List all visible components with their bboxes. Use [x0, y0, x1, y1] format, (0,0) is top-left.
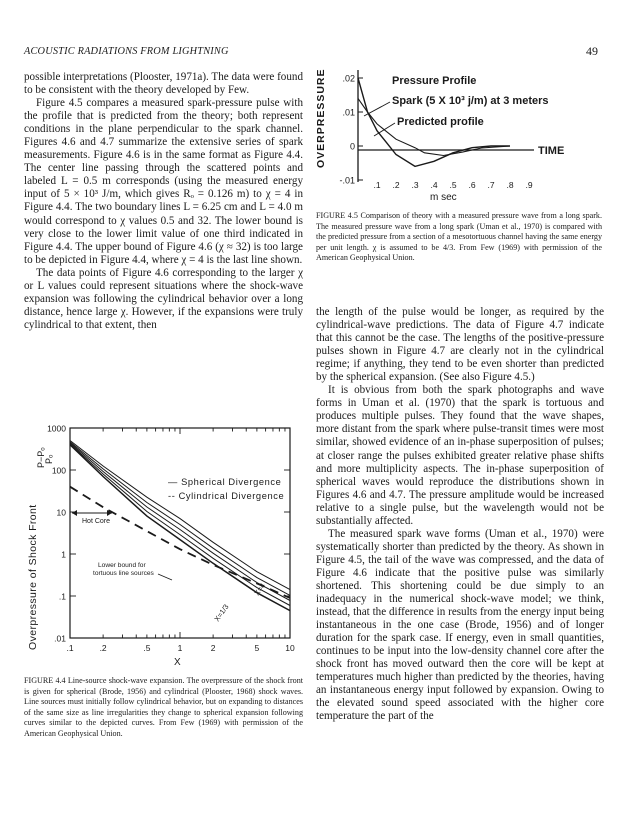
fig45-x-tick-labels	[373, 180, 532, 190]
fig45-legend-predicted: Predicted profile	[397, 116, 484, 128]
running-title: ACOUSTIC RADIATIONS FROM LIGHTNING	[24, 46, 229, 57]
figure-4-5	[316, 64, 606, 204]
fig44-lower-bound-line2: tortuous line sources	[93, 570, 154, 577]
fig44-x-tick-label: 2	[210, 643, 216, 653]
fig44-chi4-label: X=4	[252, 581, 268, 598]
fig45-x-tick-label: .9	[525, 180, 533, 190]
fig44-chi13-label: X=1/3	[212, 602, 231, 624]
fig44-y-label: Overpressure of Shock Front	[27, 504, 39, 650]
fig44-hot-core-label: Hot Core	[82, 518, 111, 525]
fig45-x-tick-label: .1	[373, 180, 381, 190]
figure-4-4-caption: FIGURE 4.4 Line-source shock-wave expansion. The overpressure of the shock front is given for spherical (Brode, 1956) and cylindrical (Plooster, 1968) shock waves. Line sources must initially follow cylindrical behavior, but on expanding to distances of the same size as line irregularities they change to spherical expansion following curves similar to the depicted curves. From Few (1969) with permission of the American Geophysical Union.	[24, 676, 303, 738]
right-paragraph-2: It is obvious from both the spark photographs and wave forms in Uman et al. (1970) that the spark is tortuous and produces multiple pulses. They found that the wave shapes, more distant from the spark where pulse-transit times were most similar, showed evidence of an in-phase superposition of pulses; at closer range the pulses exhibited greater relative phase shifts and more multiplicity aspects. The in-phase superposition of spherical waves would reproduce the distributions shown in Figures 4.6 and 4.7. The pressure amplitude would be increased relative to a single pulse, but the wavelength would not be substantially affected.	[316, 384, 604, 527]
fig44-y-tick-label: 100	[51, 465, 66, 476]
fig44-y-tick-label: .1	[58, 591, 66, 602]
left-text-column	[24, 71, 303, 332]
fig44-y-tick-label: 1	[61, 549, 66, 560]
figure-4-5-caption: FIGURE 4.5 Comparison of theory with a measured pressure wave from a long spark. The measured pressure wave from a long spark (Uman et al., 1970) is compared with the predicted pressure from a section of a mesotortuous channel having the same energy per unit length. χ is assumed to be 4/3. From Few (1969) with permission of the American Geophysical Union.	[316, 211, 602, 263]
fig45-legend-title: Pressure Profile	[392, 75, 477, 87]
fig44-x-tick-label: 10	[285, 643, 295, 653]
figure-4-5-chart	[316, 64, 606, 204]
fig44-x-tick-label: 5	[254, 643, 260, 653]
left-paragraph-3: The data points of Figure 4.6 corresponding to the larger χ or L values could represent situations where the shock-wave expansion was following the cylindrical behavior over a long distance, hence large χ. However, if the expansions were truly cylindrical to that extent, then	[24, 266, 303, 331]
fig44-lower-bound-pointer	[158, 574, 172, 580]
fig45-y-tick-label: .02	[342, 73, 355, 84]
fig44-x-tick-labels	[66, 643, 295, 653]
fig44-y-fraction-num: P−Pₒ	[36, 447, 46, 468]
fig44-x-tick-label: .1	[66, 643, 74, 653]
right-paragraph-1: the length of the pulse would be longer, as required by the cylindrical-wave predictions. The data of Figure 4.7 indicate that this cannot be the case. The lengths of the positive-pressure pulses shown in Figure 4.7 are clearly not in the cylindrical regime; if anything, they tend to be even shorter than predicted by the spherical expansion. (See also Figure 4.5.)	[316, 306, 604, 384]
fig44-x-label: X	[174, 657, 181, 668]
fig44-y-fraction-den: Pₒ	[44, 454, 54, 464]
left-paragraph-1: possible interpretations (Plooster, 1971a). The data were found to be consistent with the theory developed by Few.	[24, 71, 303, 97]
fig45-x-tick-label: .8	[506, 180, 514, 190]
fig44-plot-frame	[70, 428, 290, 638]
fig44-lower-bound-line1: Lower bound for	[98, 562, 146, 569]
right-text-column	[316, 306, 604, 724]
fig45-y-tick-label: .01	[342, 107, 355, 118]
fig44-x-tick-label: 1	[177, 643, 183, 653]
fig44-y-tick-label: 1000	[47, 423, 66, 434]
fig45-y-tick-labels	[339, 74, 355, 186]
fig45-y-tick-label: 0	[349, 141, 355, 152]
figure-4-4	[22, 420, 304, 668]
page-number: 49	[586, 44, 598, 58]
fig45-x-tick-label: .7	[487, 180, 495, 190]
left-paragraph-2: Figure 4.5 compares a measured spark-pressure pulse with the profile that is predicted from the theory; both represent conditions in the plane perpendicular to the spark channel. Figures 4.6 and 4.7 summarize the extensive series of spark measurements. Figure 4.6 is in the same format as Figure 4.4. The center line passing through the scattered points and labeled L = 0.5 m corresponds (using the measured energy input of 5 × 10³ J/m, which gives Rₒ = 0.126 m) to χ = 4 in Figure 4.4. The two boundary lines L = 6.25 cm and L = 4.0 m would correspond to χ values 0.5 and 32. The lower bound is very close to the lower limit value of one third indicated in Figure 4.4. The upper bound of Figure 4.6 (χ ≈ 32) is too large to be depicted in Figure 4.4, where χ = 4 is the last line shown.	[24, 97, 303, 266]
fig45-y-tick-label: -.01	[339, 175, 355, 186]
fig45-x-label: TIME	[538, 145, 565, 157]
right-paragraph-3: The measured spark wave forms (Uman et al., 1970) were systematically shorter than predicted by the theory. As shown in Figure 4.5, the tail of the wave was compressed, and the data of Figure 4.6 indicate that the positive pulse was similarly shortened. This shortening could be due simply to an inadequacy in the numerical shock-wave model; we think, instead, that the difference in results from the energy input being instantaneous in the one case (Brode, 1956) and of longer duration for the spark case. If energy, even in small quantities, continues to be input into the low-density channel core after the shock front has moved outward then the core will be kept at temperatures much higher than predicted by the theories, having an instantaneous energy input followed by expansion. Owing to the elevated sound speed associated with the higher core temperature the part of the	[316, 527, 604, 723]
fig44-x-tick-label: .5	[143, 643, 151, 653]
fig44-cylindrical-curve	[70, 487, 290, 598]
fig44-x-tick-label: .2	[99, 643, 107, 653]
fig44-y-tick-label: .01	[54, 633, 66, 644]
fig45-x-tick-label: .4	[430, 180, 438, 190]
fig45-legend-spark: Spark (5 X 10³ j/m) at 3 meters	[392, 95, 549, 107]
fig45-x-tick-label: .3	[411, 180, 419, 190]
fig44-legend-spherical: — Spherical Divergence	[168, 477, 282, 487]
fig44-tick-marks	[70, 428, 290, 638]
fig44-legend-cylindrical: -- Cylindrical Divergence	[168, 491, 285, 501]
figure-4-4-chart	[22, 420, 304, 668]
fig44-y-tick-label: 10	[56, 507, 66, 518]
fig45-x-tick-label: .2	[392, 180, 400, 190]
fig45-x-unit: m sec	[430, 192, 457, 203]
fig45-y-label: OVERPRESSURE	[315, 68, 327, 168]
fig45-x-tick-label: .5	[449, 180, 457, 190]
fig45-spark-pointer	[364, 102, 390, 116]
fig45-x-tick-label: .6	[468, 180, 476, 190]
